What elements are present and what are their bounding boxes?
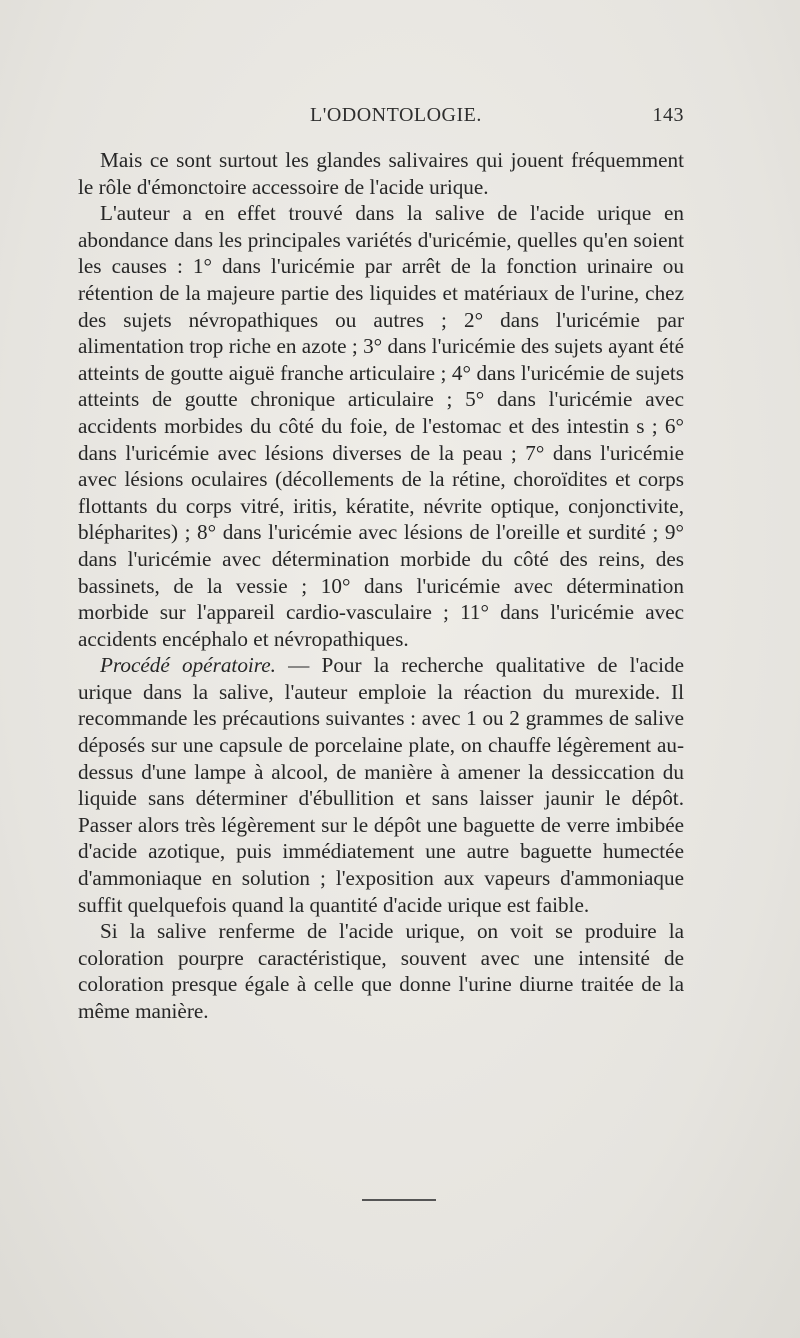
paragraph-text: L'auteur a en effet trouvé dans la salive de l'acide urique en abondance dans les principales variétés d'uricémie, quelles qu'en soient les causes : 1° dans l'uricémie par arrêt de la fonction urinaire ou rétention de la majeure partie des liquides et matériaux de l'urine, chez des sujets névropathiques ou autres ; 2° dans l'uricémie par alimentation trop riche en azote ; 3° dans l'uricémie des sujets ayant été atteints de goutte aiguë franche articulaire ; 4° dans l'uricémie de sujets atteints de goutte chronique articulaire ; 5° dans l'uricémie avec accidents morbides du côté du foie, de l'estomac et des intestin s ; 6° dans l'uricémie avec lésions diverses de la peau ; 7° dans l'uricémie avec lésions oculaires (décollements de la rétine, choroïdites et corps flottants du corps vitré, iritis, kératite, névrite optique, conjonctivite, blépharites) ; 8° dans l'uricémie avec lésions de l'oreille et surdité ; 9° dans l'uricémie avec détermination morbide du côté des reins, des bassinets, de la vessie ; 10° dans l'uricémie avec détermination morbide sur l'appareil cardio-vasculaire ; 11° dans l'uricémie avec accidents encéphalo et névropathiques. xyxy=(78,201,684,651)
paragraph-text: — Pour la recherche qualitative de l'acide urique dans la salive, l'auteur emploie la réaction du murexide. Il recommande les précautions suivantes : avec 1 ou 2 grammes de salive déposés sur une capsule de porcelaine plate, on chauffe légèrement au-dessus d'une lampe à alcool, de manière à amener la dessiccation du liquide sans déterminer d'ébullition et sans laisser jaunir le dépôt. Passer alors très légèrement sur le dépôt une baguette de verre imbibée d'acide azotique, puis immédiatement une autre baguette humectée d'ammoniaque en solution ; l'exposition aux vapeurs d'ammoniaque suffit quelquefois quand la quantité d'acide urique est faible. xyxy=(78,653,684,917)
paragraph-4 xyxy=(78,918,684,1024)
paragraph-1 xyxy=(78,147,684,200)
section-end-rule xyxy=(362,1199,436,1201)
paragraph-text: Si la salive renferme de l'acide urique, on voit se produire la coloration pourpre caractéristique, souvent avec une intensité de coloration presque égale à celle que donne l'urine diurne traitée de la même manière. xyxy=(78,919,684,1023)
running-header xyxy=(78,104,684,136)
paragraph-text: Mais ce sont surtout les glandes salivaires qui jouent fréquemment le rôle d'émonctoire accessoire de l'acide urique. xyxy=(78,148,684,199)
paragraph-3 xyxy=(78,652,684,918)
running-title: L'ODONTOLOGIE. xyxy=(310,104,482,126)
body-text xyxy=(78,147,684,1025)
page-number: 143 xyxy=(652,104,684,126)
section-lead: Procédé opératoire. xyxy=(100,653,276,678)
paragraph-2 xyxy=(78,200,684,652)
